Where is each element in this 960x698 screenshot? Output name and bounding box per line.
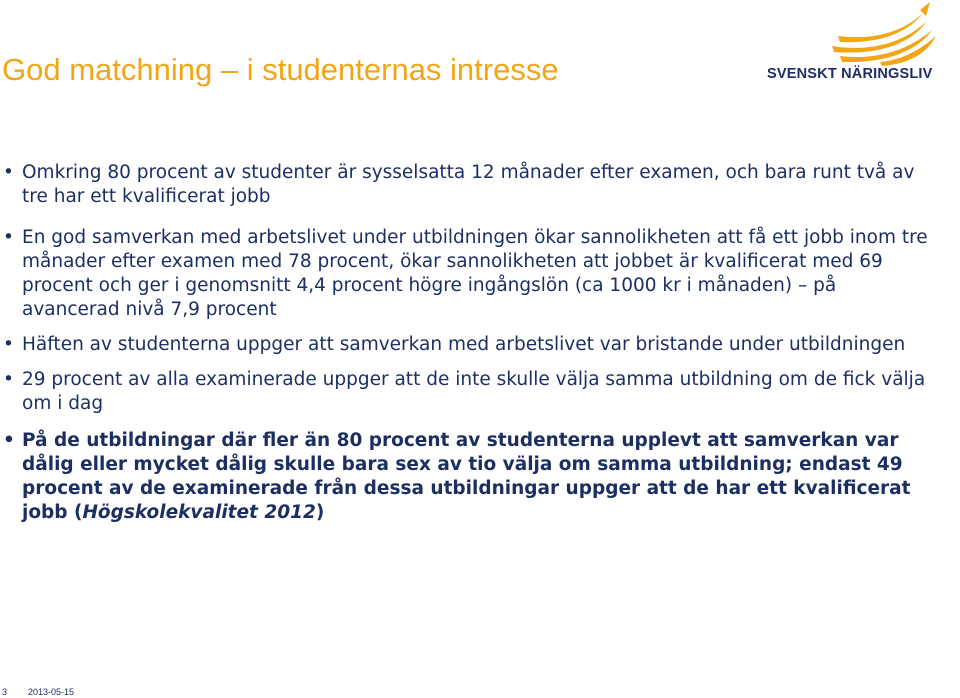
bullet-dot: • — [3, 430, 15, 451]
bullet-text: Häften av studenterna uppger att samverkan med arbetslivet var bristande under utbildningen — [22, 334, 906, 355]
bullet-text: Omkring 80 procent av studenter är sysselsatta 12 månader efter examen, och bara runt två av tre har ett kvalificerat jobb — [22, 162, 915, 207]
logo-swoosh-5 — [920, 2, 930, 16]
logo-wordmark: SVENSKT NÄRINGSLIV — [767, 66, 933, 82]
bullet-list — [0, 161, 930, 525]
slide-title: God matchning – i studenternas intresse — [2, 52, 559, 87]
citation-close: ) — [315, 502, 325, 523]
bullet-dot: • — [3, 369, 14, 390]
slide-date: 2013-05-15 — [28, 687, 75, 697]
bullet-item — [0, 368, 930, 416]
bullet-item — [0, 161, 930, 209]
bullet-dot: • — [3, 162, 14, 183]
bullet-item — [0, 429, 930, 525]
bullet-dot: • — [3, 227, 14, 248]
bullet-text: På de utbildningar där fler än 80 procent av studenterna upplevt att samverkan var dålig eller mycket dålig skulle bara sex av tio välja om samma utbildning; endast 49 procent av de examinerade från dessa utbildningar uppger att de har ett kvalificerat jobb ( — [22, 430, 911, 523]
bullet-text: 29 procent av alla examinerade uppger att de inte skulle välja samma utbildning om de fick välja om i dag — [22, 369, 926, 414]
logo-swoosh-1 — [838, 14, 922, 42]
bullet-item — [0, 333, 930, 357]
citation: Högskolekvalitet 2012 — [82, 502, 316, 523]
bullet-item — [0, 226, 930, 322]
logo-swoosh-4 — [880, 36, 936, 66]
bullet-dot: • — [3, 334, 14, 355]
page-number: 3 — [2, 687, 8, 697]
bullet-text: En god samverkan med arbetslivet under utbildningen ökar sannolikheten att få ett jobb inom tre månader efter examen med 78 procent, ökar sannolikheten att jobbet är kvalificerat med 69 procent och ger i genomsnitt 4,4 procent högre ingångslön (ca 1000 kr i månaden) – på avancerad nivå 7,9 procent — [22, 227, 928, 320]
